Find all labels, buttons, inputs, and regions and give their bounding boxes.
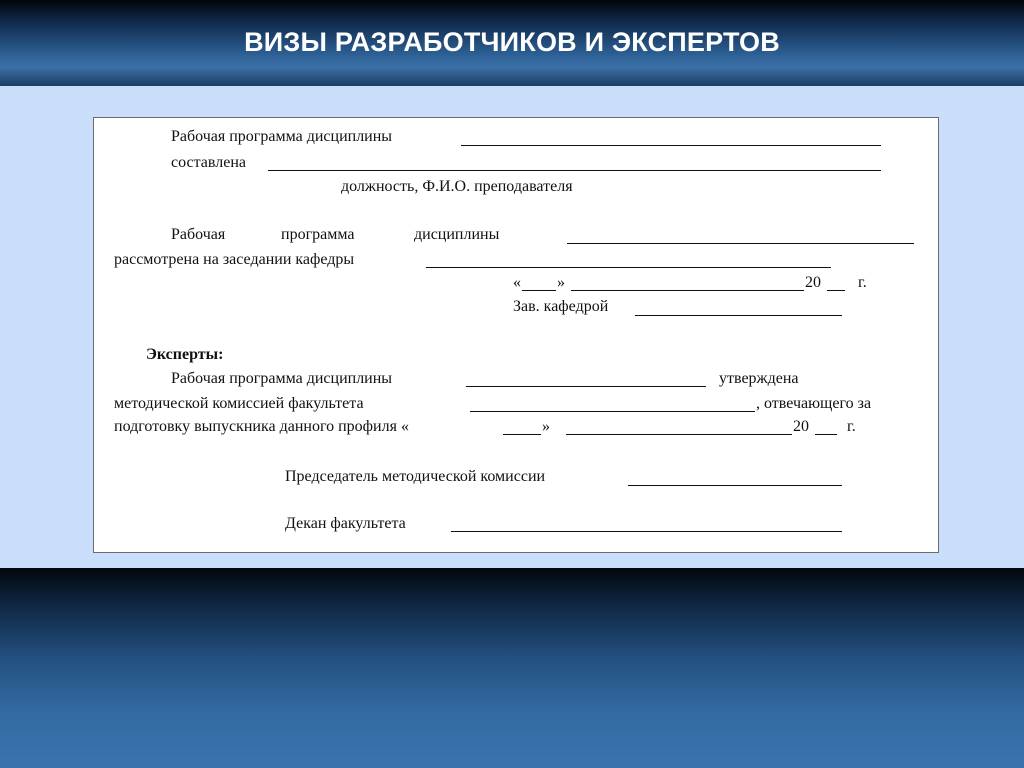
dean-label: Декан факультета — [285, 515, 406, 532]
visa-form-document — [93, 117, 939, 553]
training-day-line — [503, 434, 541, 435]
date-quote-close: » — [557, 274, 565, 291]
approved-word: утверждена — [719, 370, 799, 387]
date-quote-open: « — [513, 274, 521, 291]
experts-heading: Эксперты: — [146, 346, 224, 363]
chairman-line — [628, 485, 842, 486]
reviewed-label: рассмотрена на заседании кафедры — [114, 251, 355, 268]
compiled-label: составлена — [171, 154, 246, 171]
head-of-dept-label: Зав. кафедрой — [513, 298, 609, 315]
year-suffix: г. — [858, 274, 867, 291]
compiled-by-line — [268, 170, 881, 171]
experts-program-label: Рабочая программа дисциплины — [171, 370, 393, 387]
commission-line — [470, 411, 755, 412]
reviewed-word-1: Рабочая — [171, 226, 226, 243]
day-line — [522, 290, 556, 291]
training-quote-close: » — [542, 418, 550, 435]
training-month-line — [566, 434, 792, 435]
slide-title: ВИЗЫ РАЗРАБОТЧИКОВ И ЭКСПЕРТОВ — [244, 27, 780, 57]
training-year-line — [815, 434, 837, 435]
responsible-label: , отвечающего за — [756, 395, 872, 412]
reviewed-word-3: дисциплины — [414, 226, 500, 243]
slide-header — [0, 0, 1024, 86]
program-name-line — [461, 145, 881, 146]
reviewed-program-line — [567, 243, 914, 244]
training-label: подготовку выпускника данного профиля « — [114, 418, 409, 435]
training-year-prefix: 20 — [793, 418, 809, 435]
training-year-suffix: г. — [847, 418, 856, 435]
program-label: Рабочая программа дисциплины — [171, 128, 393, 145]
department-line — [426, 267, 831, 268]
slide-footer — [0, 568, 1024, 768]
reviewed-word-2: программа — [281, 226, 355, 243]
head-of-dept-line — [635, 315, 842, 316]
position-caption: должность, Ф.И.О. преподавателя — [341, 178, 573, 195]
dean-line — [451, 531, 842, 532]
year-line — [827, 290, 845, 291]
chairman-label: Председатель методической комиссии — [285, 468, 546, 485]
month-line — [571, 290, 804, 291]
commission-label: методической комиссией факультета — [114, 395, 364, 412]
experts-program-line — [466, 386, 706, 387]
year-prefix: 20 — [805, 274, 821, 291]
